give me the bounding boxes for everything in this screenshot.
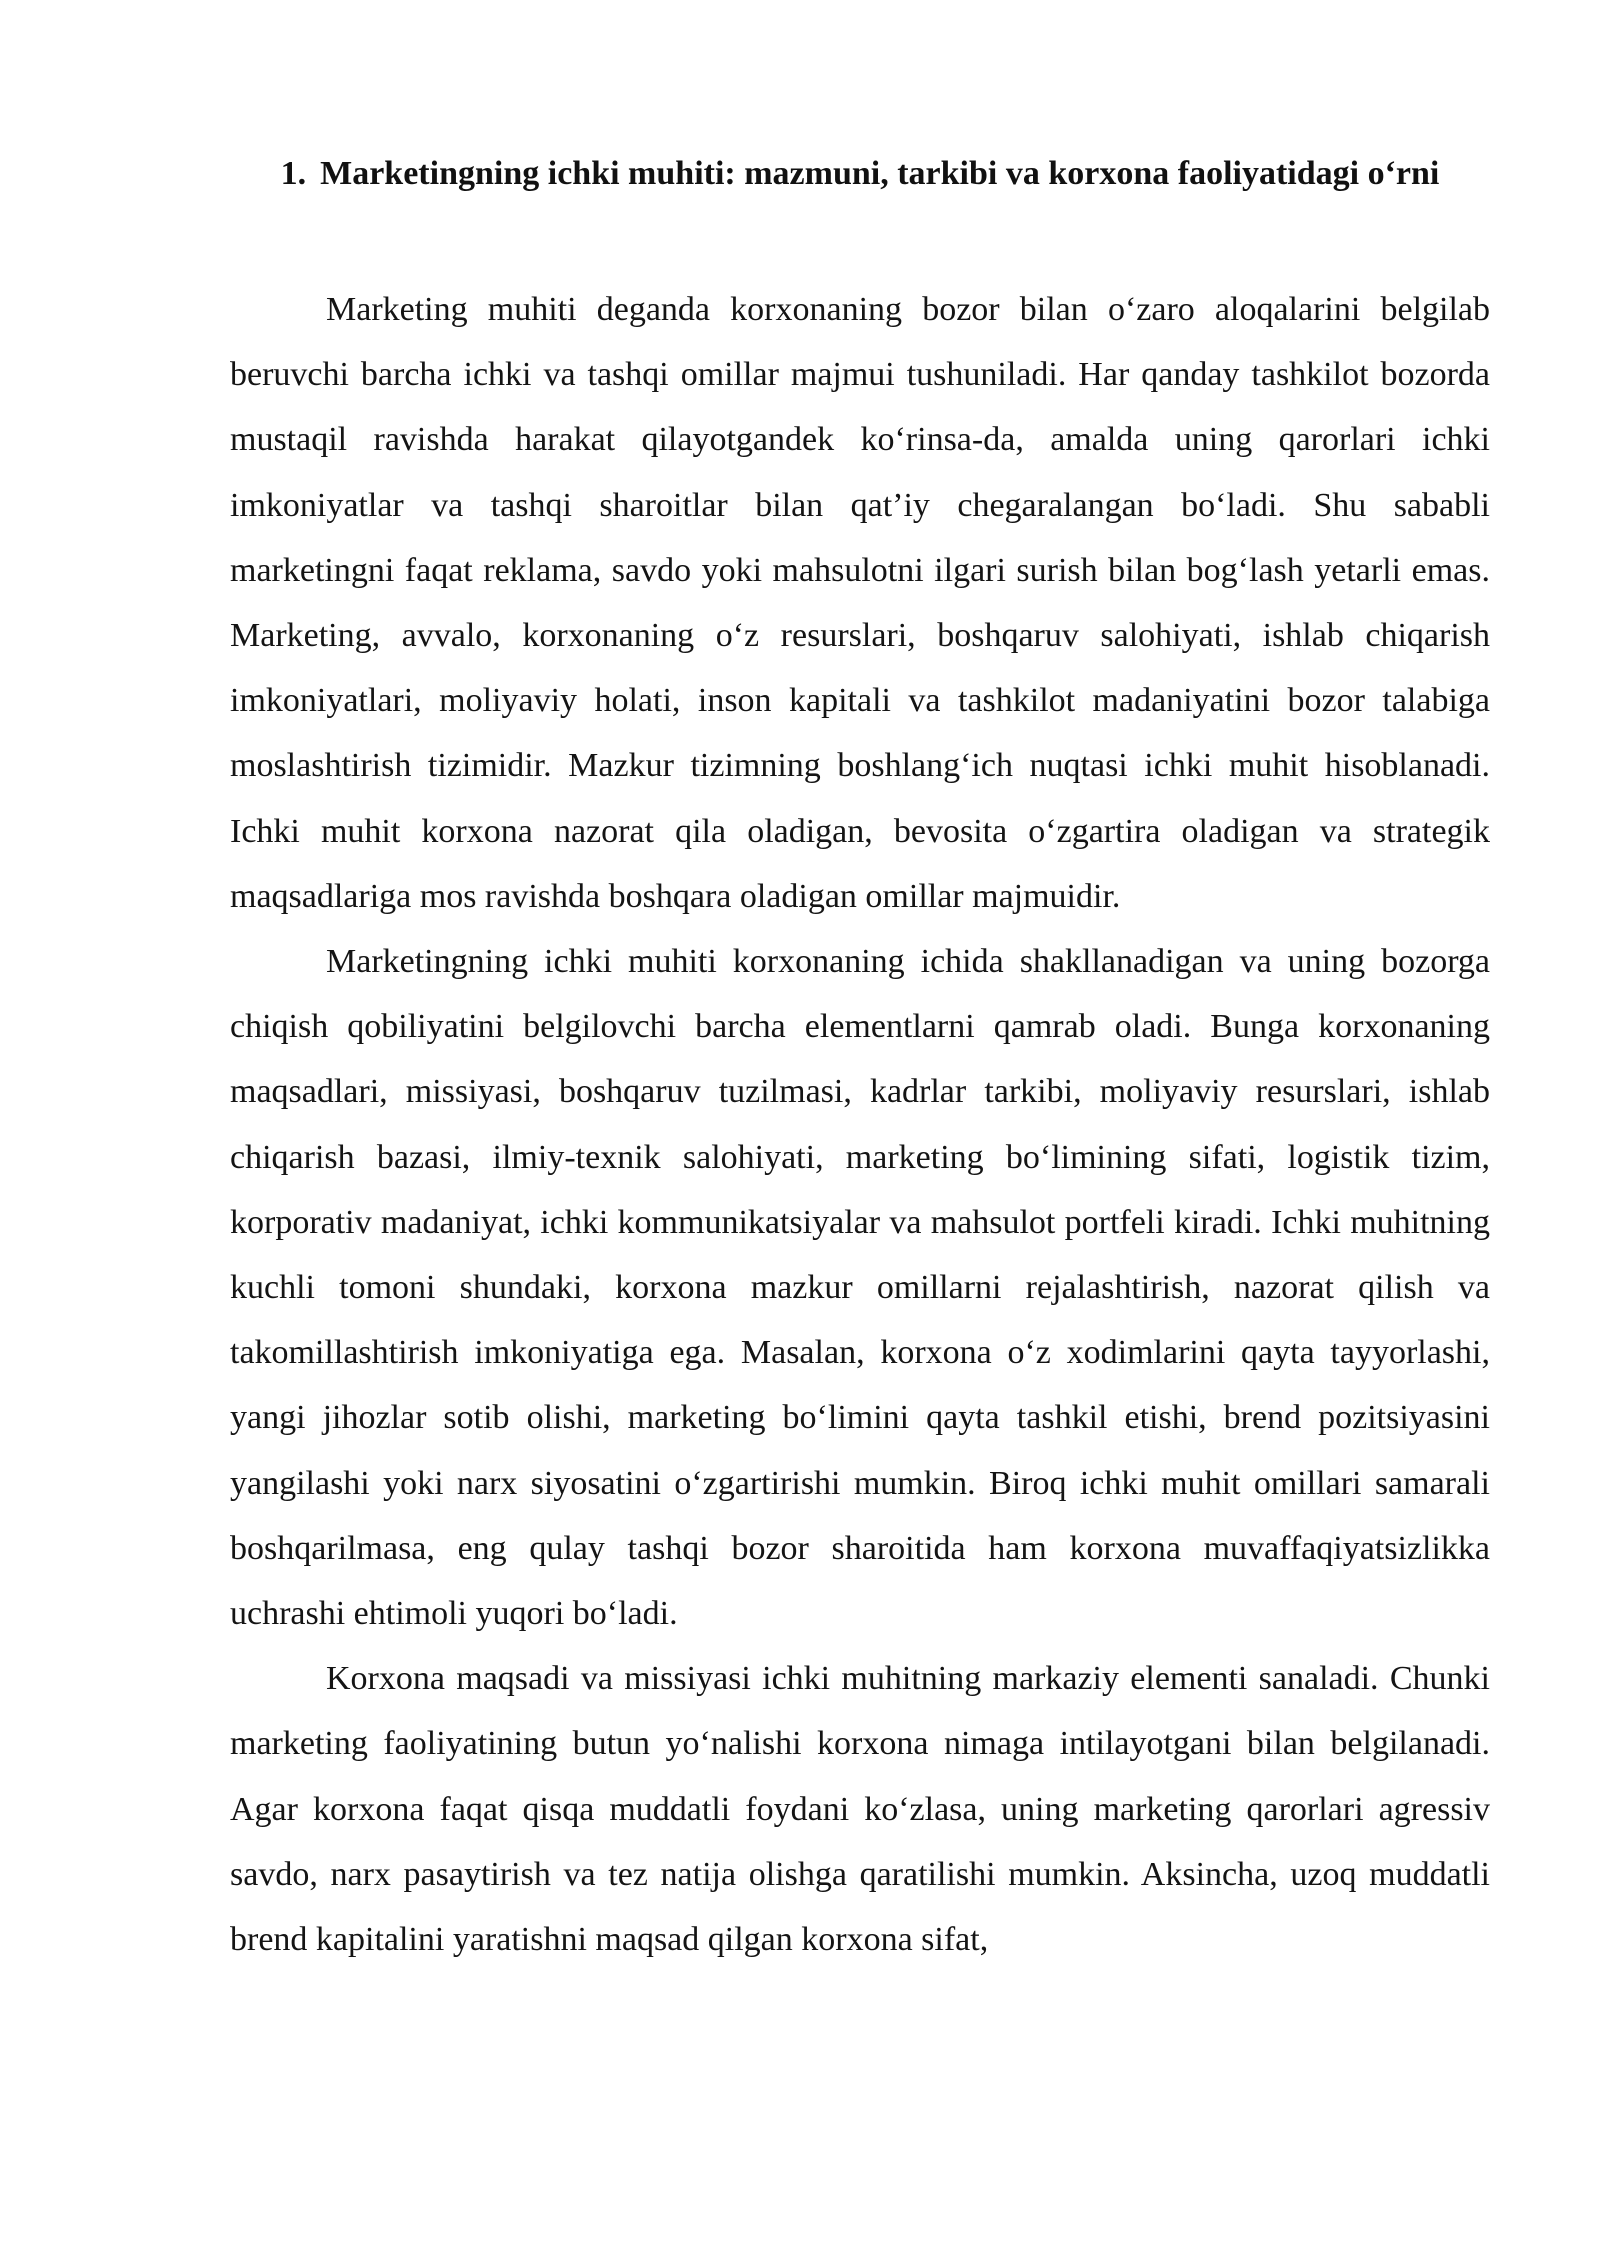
section-heading bbox=[230, 152, 1490, 196]
paragraph-1: Marketing muhiti deganda korxonaning bozor bilan o‘zaro aloqalarini belgilab beruvchi barcha ichki va tashqi omillar majmui tushuniladi. Har qanday tashkilot bozorda mustaqil ravishda harakat qilayotgandek ko‘rinsa-da, amalda uning qarorlari ichki imkoniyatlar va tashqi sharoitlar bilan qat’iy chegaralangan bo‘ladi. Shu sababli marketingni faqat reklama, savdo yoki mahsulotni ilgari surish bilan bog‘lash yetarli emas. Marketing, avvalo, korxonaning o‘z resurslari, boshqaruv salohiyati, ishlab chiqarish imkoniyatlari, moliyaviy holati, inson kapitali va tashkilot madaniyatini bozor talabiga moslashtirish tizimidir. Mazkur tizimning boshlang‘ich nuqtasi ichki muhit hisoblanadi. Ichki muhit korxona nazorat qila oladigan, bevosita o‘zgartira oladigan va strategik maqsadlariga mos ravishda boshqara oladigan omillar majmuidir. bbox=[230, 291, 1490, 915]
section-number: 1. bbox=[280, 155, 307, 192]
paragraph-3: Korxona maqsadi va missiyasi ichki muhitning markaziy elementi sanaladi. Chunki marketing faoliyatining butun yo‘nalishi korxona nimaga intilayotgani bilan belgilanadi. Agar korxona faqat qisqa muddatli foydani ko‘zlasa, uning marketing qarorlari agressiv savdo, narx pasaytirish va tez natija olishga qaratilishi mumkin. Aksincha, uzoq muddatli brend kapitalini yaratishni maqsad qilgan korxona sifat, bbox=[230, 1660, 1490, 1959]
paragraph-2: Marketingning ichki muhiti korxonaning ichida shakllanadigan va uning bozorga chiqish qobiliyatini belgilovchi barcha elementlarni qamrab oladi. Bunga korxonaning maqsadlari, missiyasi, boshqaruv tuzilmasi, kadrlar tarkibi, moliyaviy resurslari, ishlab chiqarish bazasi, ilmiy-texnik salohiyati, marketing bo‘limining sifati, logistik tizim, korporativ madaniyat, ichki kommunikatsiyalar va mahsulot portfeli kiradi. Ichki muhitning kuchli tomoni shundaki, korxona mazkur omillarni rejalashtirish, nazorat qilish va takomillashtirish imkoniyatiga ega. Masalan, korxona o‘z xodimlarini qayta tayyorlashi, yangi jihozlar sotib olishi, marketing bo‘limini qayta tashkil etishi, brend pozitsiyasini yangilashi yoki narx siyosatini o‘zgartirishi mumkin. Biroq ichki muhit omillari samarali boshqarilmasa, eng qulay tashqi bozor sharoitida ham korxona muvaffaqiyatsizlikka uchrashi ehtimoli yuqori bo‘ladi. bbox=[230, 943, 1490, 1633]
body-text bbox=[230, 277, 1490, 1972]
section-title: Marketingning ichki muhiti: mazmuni, tarkibi va korxona faoliyatidagi o‘rni bbox=[320, 155, 1440, 192]
